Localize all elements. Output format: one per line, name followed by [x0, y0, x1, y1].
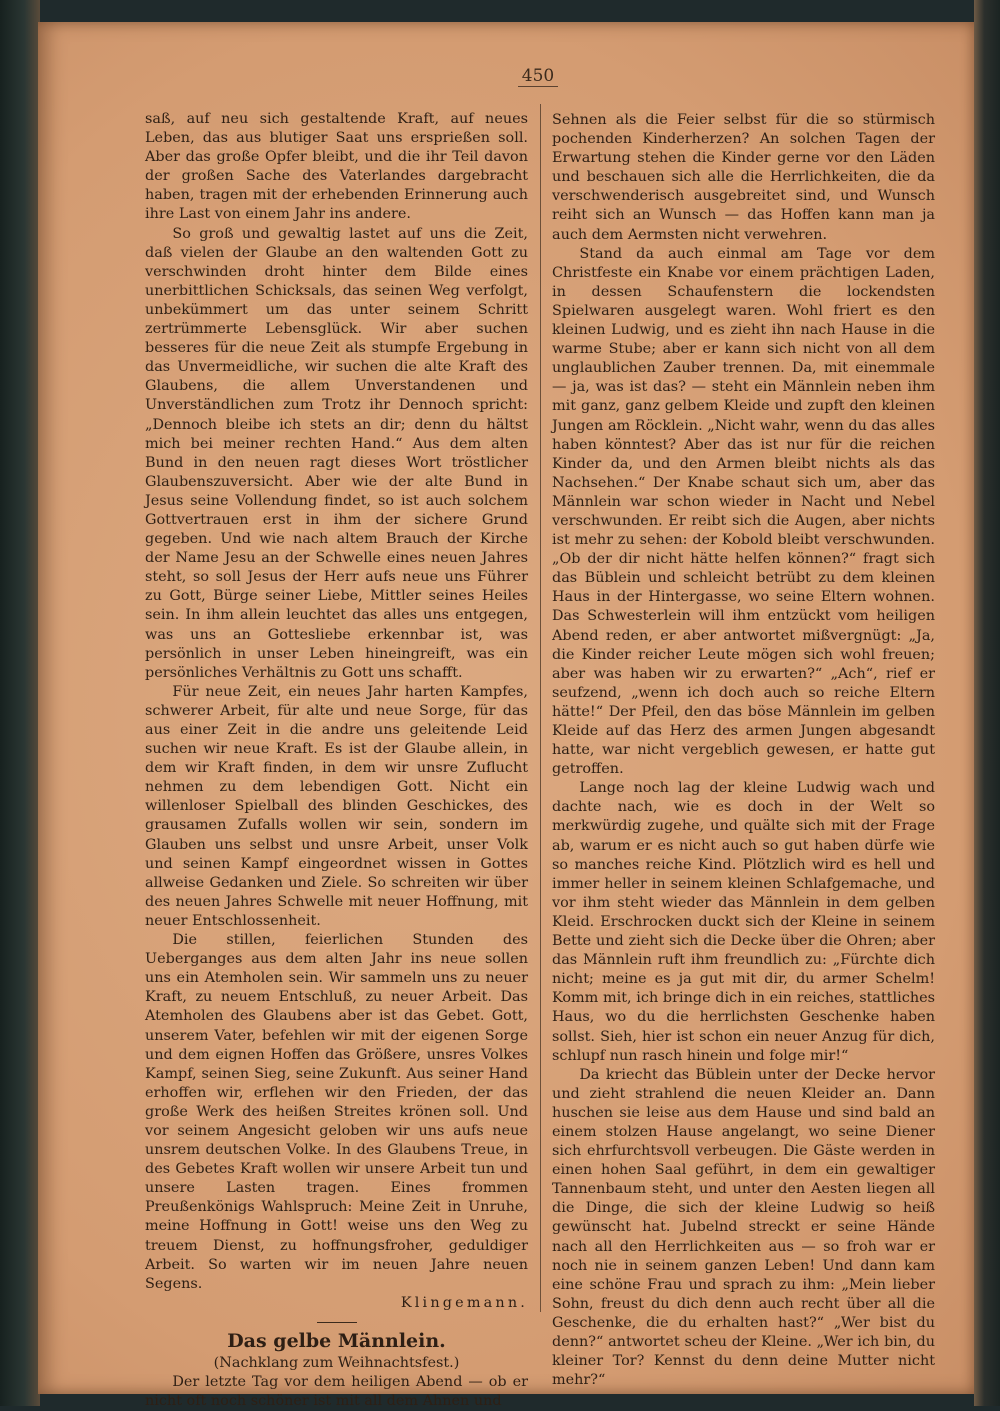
paragraph: Sehnen als die Feier selbst für die so stürmisch pochenden Kinderherzen? An solchen Tagen der Erwartung stehen die Kinder gerne vor den Läden und beschauen sich alle die Herrlichkeiten, die da verschwenderisch ausgebreitet sind, und Wunsch reiht sich an Wunsch — das Hoffen kann man ja auch dem Aermsten nicht verwehren.	[552, 112, 935, 243]
paragraph: So groß und gewaltig lastet auf uns die Zeit, daß vielen der Glaube an den waltenden Gott zu verschwinden droht hinter dem Bilde eines unerbittlichen Schicksals, das seinen Weg verfolgt, unbekümmert um das unter seinem Schritt zertrümmerte Lebensglück. Wir aber suchen besseres für die neue Zeit als stumpfe Ergebung in das Unvermeidliche, wir suchen die alte Kraft des Glaubens, die allem Unverstandenen und Unverständlichen zum Trotz ihr Dennoch spricht: „Dennoch bleibe ich stets an dir; denn du hältst mich bei meiner rechten Hand.“ Aus dem alten Bund in den neuen ragt dieses Wort tröstlicher Glaubenszuversicht. Aber wie der alte Bund in Jesus seine Vollendung findet, so ist auch solchem Gottvertrauen erst in ihm der sichere Grund gegeben. Und wie nach altem Brauch der Kirche der Name Jesu an der Schwelle eines neuen Jahres steht, so soll Jesus der Herr aufs neue uns Führer zu Gott, Bürge seiner Liebe, Mittler seines Heiles sein. In ihm allein leuchtet das alles uns entgegen, was uns an Gottesliebe erkennbar ist, was persönlich in unser Leben hineingreift, was ein persönliches Verhältnis zu Gott uns schafft.	[145, 225, 528, 681]
paragraph: Stand da auch einmal am Tage vor dem Christfeste ein Knabe vor einem prächtigen Laden, in dessen Schaufenstern die lockendsten Spielwaren ausgelegt waren. Wohl friert es den kleinen Ludwig, und es zieht ihn nach Hause in die warme Stube; aber er kann sich nicht von all dem unglaublichen Zauber trennen. Da, mit einemmale — ja, was ist das? — steht ein Männlein neben ihm mit ganz, ganz gelbem Kleide und zupft den kleinen Jungen am Röcklein. „Nicht wahr, wenn du das alles haben könntest? Aber das ist nur für die reichen Kinder da, und den Armen bleibt nichts als das Nachsehen.“ Der Knabe schaut sich um, aber das Männlein war schon wieder in Nacht und Nebel verschwunden. Er reibt sich die Augen, aber nichts ist mehr zu sehen: der Kobold bleibt verschwunden. „Ob der dir nicht hätte helfen können?“ fragt sich das Büblein und schleicht betrübt zu dem kleinen Haus in der Hintergasse, wo seine Eltern wohnen. Das Schwesterlein will ihm entzückt vom heiligen Abend reden, er aber antwortet mißvergnügt: „Ja, die Kinder reicher Leute mögen sich wohl freuen; aber was haben wir zu erwarten?“ „Ach“, rief er seufzend, „wenn ich doch auch so reiche Eltern hätte!“ Der Pfeil, den das böse Männlein im gelben Kleide auf das Herz des armen Jungen abgesandt hatte, war nicht vergeblich gewesen, er hatte gut getroffen.	[552, 245, 935, 778]
paragraph: Da kriecht das Büblein unter der Decke hervor und zieht strahlend die neuen Kleider an. Dann huschen sie leise aus dem Hause und sind bald an einem stolzen Hause angelangt, wo seine Diener sich ehrfurchtsvoll verbeugen. Die Gäste werden in einen hohen Saal geführt, in dem ein gewaltiger Tannenbaum steht, und unter den Aesten liegen all die Dinge, die sich der kleine Ludwig so heiß gewünscht hat. Jubelnd streckt er seine Hände nach all den Herrlichkeiten aus — so froh war er noch nie in seinem ganzen Leben! Und dann kam eine schöne Frau und sprach zu ihm: „Mein lieber Sohn, freust du dich denn auch recht über all die Geschenke, die du erhalten hast?“ „Wer bist du denn?“ antwortet scheu der Kleine. „Wer ich bin, du kleiner Tor? Kennst du denn deine Mutter nicht mehr?“	[552, 1066, 935, 1389]
paragraph: Für neue Zeit, ein neues Jahr harten Kampfes, schwerer Arbeit, für alte und neue Sorge, für das aus einer Zeit in die andre uns geleitende Leid suchen wir neue Kraft. Es ist der Glaube allein, in dem wir Kraft finden, in dem wir unsre Zuflucht nehmen zu dem lebendigen Gott. Nicht ein willenloser Spielball des blinden Geschickes, des grausamen Zufalls wollen wir sein, sondern im Glauben uns selbst und unsre Arbeit, unser Volk und seinen Kampf eingeordnet wissen in Gottes allweise Gedanken und Ziele. So schreiten wir über des neuen Jahres Schwelle mit neuer Hoffnung, mit neuer Entschlossenheit.	[145, 683, 528, 929]
page-number: 450	[518, 66, 558, 87]
author-signature: Klingemann.	[400, 1294, 528, 1311]
section-divider	[317, 1322, 357, 1323]
paragraph: saß, auf neu sich gestaltende Kraft, auf neues Leben, das aus blutiger Saat uns ersprießen soll. Aber das große Opfer bleibt, und die ihr Teil davon der großen Sache des Vaterlandes dargebracht haben, tragen mit der erhebenden Erinnerung auch ihre Last von einem Jahr ins andere.	[145, 111, 528, 223]
paragraph: Die stillen, feierlichen Stunden des Ueberganges aus dem alten Jahr ins neue sollen uns ein Atemholen sein. Wir sammeln uns zu neuer Kraft, zu neuem Entschluß, zu neuer Arbeit. Das Atemholen des Glaubens aber ist das Gebet. Gott, unserem Vater, befehlen wir mit der eigenen Sorge und dem eignen Hoffen das Größere, unsres Volkes Kampf, seinen Sieg, seine Zukunft. Aus seiner Hand erhoffen wir, erflehen wir den Frieden, der das große Werk des heißen Streites krönen soll. Und vor seinem Angesicht geloben wir uns aufs neue unsrem deutschen Volke. In des Glaubens Treue, in des Gebetes Kraft wollen wir unsere Arbeit tun und unsere Lasten tragen. Eines frommen Preußenkönigs Wahlspruch: Meine Zeit in Unruhe, meine Hoffnung in Gott! weise uns den Weg zu treuem Dienst, zu hoffnungsfroher, geduldiger Arbeit. So warten wir im neuen Jahre neuen Segens.	[145, 932, 528, 1292]
story-title: Das gelbe Männlein.	[227, 1329, 446, 1352]
right-column	[552, 111, 935, 1390]
book-spine	[0, 0, 40, 1406]
paragraph: Der letzte Tag vor dem heiligen Abend — ob er nicht oft noch schöner ist mit all dem Ahnen und	[145, 1374, 528, 1410]
facing-page-edge	[974, 0, 1000, 1406]
paragraph: Lange noch lag der kleine Ludwig wach und dachte nach, wie es doch in der Welt so merkwürdig zugehe, und quälte sich mit der Frage ab, warum er es nicht auch so gut haben dürfe wie so manches reiche Kind. Plötzlich wird es hell und immer heller in seinem kleinen Schlafgemache, und vor ihm steht wieder das Männlein in dem gelben Kleid. Erschrocken duckt sich der Kleine in seinem Bette und zieht sich die Decke über die Ohren; aber das Männlein ruft ihm freundlich zu: „Fürchte dich nicht; meine es ja gut mit dir, du armer Schelm! Komm mit, ich bringe dich in ein reiches, stattliches Haus, wo du die herrlichsten Geschenke haben sollst. Sieh, hier ist schon ein neuer Anzug für dich, schlupf nun rasch hinein und folge mir!“	[552, 780, 935, 1064]
left-column	[145, 110, 528, 1411]
story-subtitle: (Nachklang zum Weihnachtsfest.)	[213, 1354, 460, 1371]
column-rule	[540, 104, 541, 1312]
